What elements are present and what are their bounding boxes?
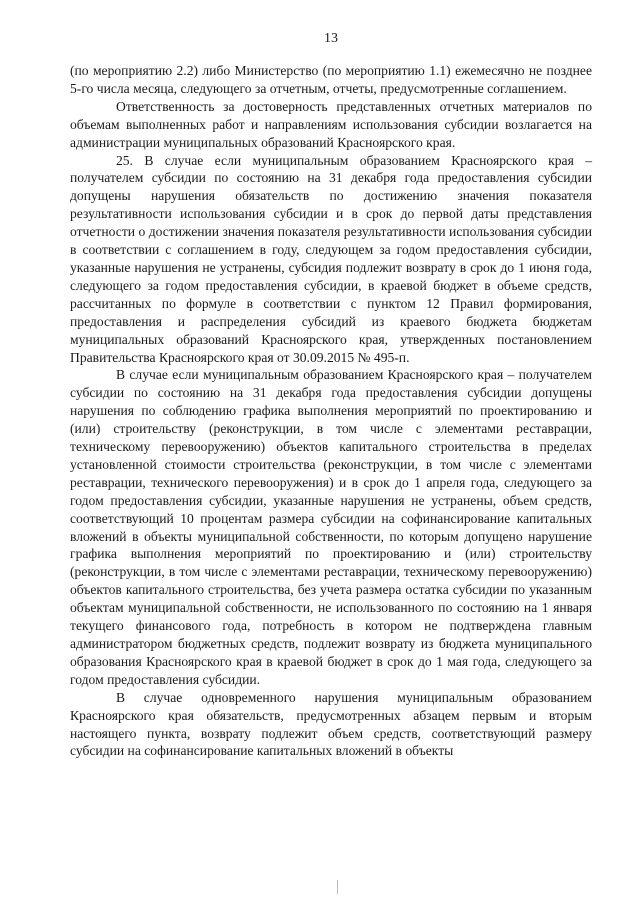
page-number: 13 bbox=[324, 31, 338, 46]
paragraph-simultaneous-violation: В случае одновременного нарушения муниципальным образованием Красноярского края обязательств, предусмотренных абзацем первым и вторым настоящего пункта, возврату подлежит объем средств, соответствующий размеру субсидии на софинансирование капитальных вложений в объекты bbox=[70, 689, 592, 759]
paragraph-item-25: 25. В случае если муниципальным образованием Красноярского края – получателем субсидии по состоянию на 31 декабря года предоставления субсидии допущены нарушения обязательств по достижению значения показателя результативности использования субсидии и в срок до первой даты представления отчетности о достижении значения показателя результативности использования субсидии в соответствии с соглашением в году, следующем за годом предоставления субсидии, указанные нарушения не устранены, субсидия подлежит возврату в срок до 1 июня года, следующего за годом предоставления субсидии, в краевой бюджет в объеме средств, рассчитанных по формуле в соответствии с пунктом 12 Правил формирования, предоставления и распределения субсидий из краевого бюджета бюджетам муниципальных образований Красноярского края, утвержденных постановлением Правительства Красноярского края от 30.09.2015 № 495-п. bbox=[70, 152, 592, 365]
scan-mark bbox=[337, 880, 338, 894]
paragraph-responsibility: Ответственность за достоверность представленных отчетных материалов по объемам выполненных работ и направлениям использования субсидии возлагается на администрации муниципальных образований Красноярского края. bbox=[70, 98, 592, 150]
paragraph-schedule-violation: В случае если муниципальным образованием Красноярского края – получателем субсидии по состоянию на 31 декабря года предоставления субсидии допущены нарушения по соблюдению графика выполнения мероприятий по проектированию и (или) строительству (реконструкции, в том числе с элементами реставрации, техническому перевооружению) объектов капитального строительства в пределах установленной стоимости строительства (реконструкции, в том числе с элементами реставрации, технического перевооружения) и в срок до 1 апреля года, следующего за годом предоставления субсидии, указанные нарушения не устранены, объем средств, соответствующий 10 процентам размера субсидии на софинансирование капитальных вложений в объекты муниципальной собственности, по которым допущено нарушение графика выполнения мероприятий по проектированию и (или) строительству (реконструкции, в том числе с элементами реставрации, техническому перевооружению) объектов капитального строительства, без учета размера остатка субсидии по указанным объектам муниципальной собственности, не использованного по состоянию на 1 января текущего финансового года, потребность в котором не подтверждена главным администратором бюджетных средств, подлежит возврату из бюджета муниципального образования Красноярского края в краевой бюджет в срок до 1 мая года, следующего за годом предоставления субсидии. bbox=[70, 367, 592, 687]
paragraph-reports-submission: (по мероприятию 2.2) либо Министерство (по мероприятию 1.1) ежемесячно не позднее 5-го числа месяца, следующего за отчетным, отчеты, предусмотренные соглашением. bbox=[70, 63, 592, 96]
